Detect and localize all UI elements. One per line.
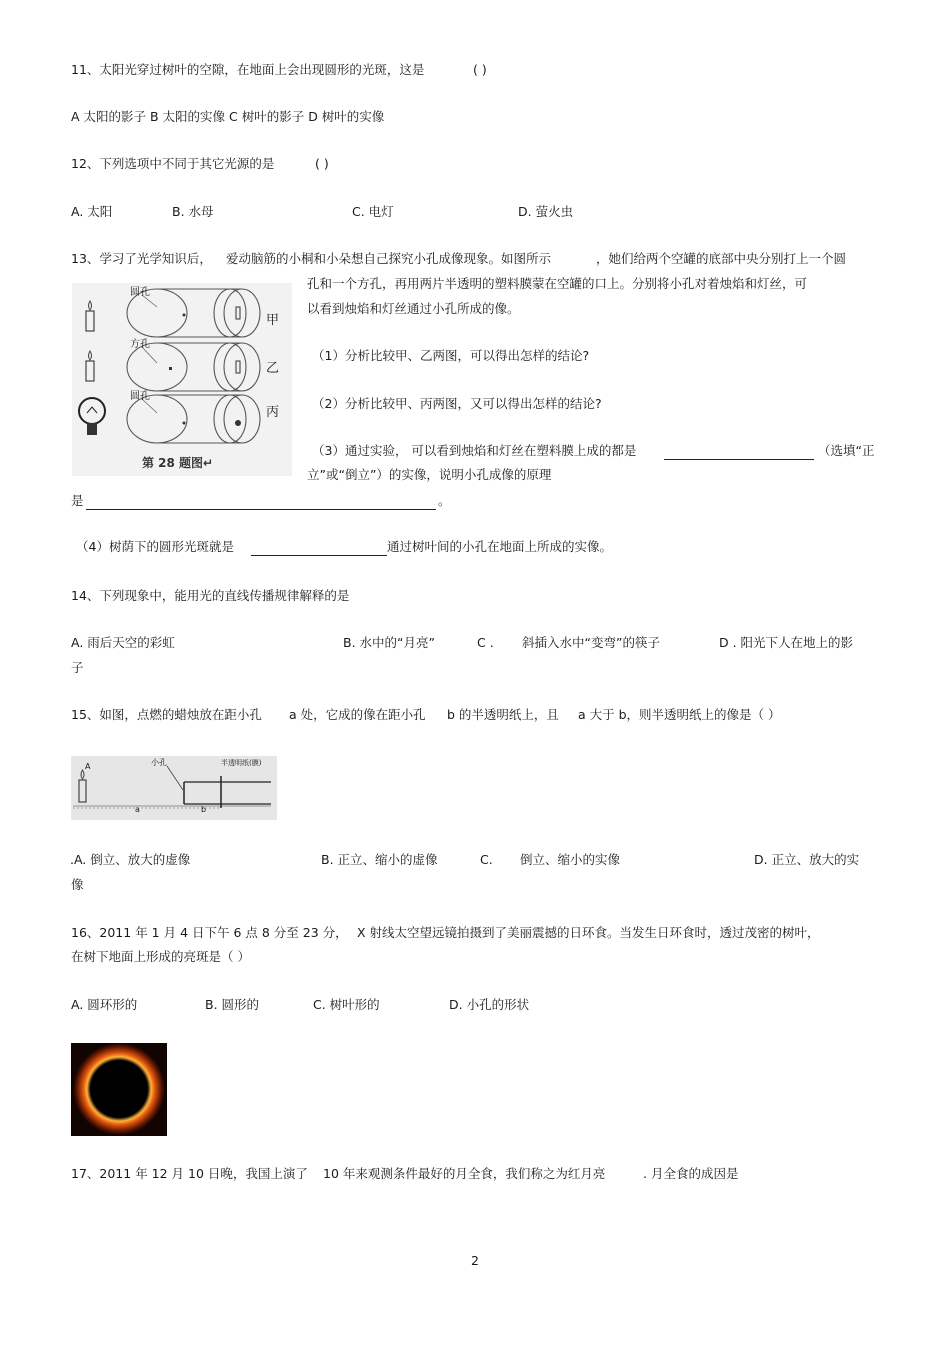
q14-option-c-text: 斜插入水中“变弯”的筷子	[522, 635, 660, 650]
q16-line1-a: 16、2011 年 1 月 4 日下午 6 点 8 分至 23 分，	[71, 925, 348, 940]
q17-stem-c: . 月全食的成因是	[643, 1166, 739, 1181]
q14-option-b: B. 水中的“月亮”	[343, 635, 435, 650]
candle-icon	[79, 770, 86, 802]
q15-stem-c: b 的半透明纸上，且	[447, 707, 559, 722]
q13-sub3-c: 立”或“倒立”）的实像，说明小孔成像的原理	[307, 467, 552, 482]
q15-stem-d: a 大于 b，则半透明纸上的像是（ ）	[578, 707, 781, 722]
label-translucent-paper: 半透明纸(膜)	[221, 759, 262, 767]
label-round-hole-2: 圆孔	[130, 391, 150, 402]
q12-option-d: D. 萤火虫	[518, 204, 574, 219]
label-distance-a: a	[135, 805, 140, 814]
q15-option-c-letter: C.	[480, 852, 493, 867]
q15-stem-b: a 处，它成的像在距小孔	[289, 707, 426, 722]
q13-line1-a: 13、学习了光学知识后，	[71, 251, 212, 266]
q15-candle-pinhole-figure	[71, 756, 277, 820]
q12-option-c: C. 电灯	[352, 204, 394, 219]
q15-stem-a: 15、如图，点燃的蜡烛放在距小孔	[71, 707, 262, 722]
q16-option-d: D. 小孔的形状	[449, 997, 530, 1012]
q14-option-d-cont: 子	[71, 660, 84, 675]
q11-stem: 11、太阳光穿过树叶的空隙，在地面上会出现圆形的光斑，这是	[71, 62, 425, 77]
light-bulb-icon	[79, 398, 105, 435]
q13-sub4-blank[interactable]	[251, 555, 387, 556]
q12-option-a: A. 太阳	[71, 204, 113, 219]
page-number: 2	[471, 1253, 479, 1268]
q14-option-c-letter: C .	[477, 635, 494, 650]
label-round-hole-1: 圆孔	[130, 287, 150, 298]
q17-stem-a: 17、2011 年 12 月 10 日晚，我国上演了	[71, 1166, 308, 1181]
label-distance-b: b	[201, 805, 207, 814]
label-yi: 乙	[266, 361, 280, 376]
q14-option-a: A. 雨后天空的彩虹	[71, 635, 175, 650]
q12-stem: 12、下列选项中不同于其它光源的是	[71, 156, 275, 171]
q13-sub3-a: （3）通过实验， 可以看到烛焰和灯丝在塑料膜上成的都是	[312, 443, 637, 458]
q17-stem-b: 10 年来观测条件最好的月全食，我们称之为红月亮	[323, 1166, 606, 1181]
q13-sub3-blank-1[interactable]	[664, 459, 814, 460]
q14-option-d: D . 阳光下人在地上的影	[719, 635, 854, 650]
label-a-top: A	[85, 762, 91, 771]
q13-sub3-end: 。	[438, 493, 451, 508]
q13-sub3-d: 是	[71, 493, 84, 508]
annular-eclipse-photo	[71, 1043, 167, 1136]
q16-line2: 在树下地面上形成的亮斑是（ ）	[71, 949, 250, 964]
q16-option-c: C. 树叶形的	[313, 997, 380, 1012]
q12-option-b: B. 水母	[172, 204, 214, 219]
q16-line1-b: X 射线太空望远镜拍摄到了美丽震撼的日环食。当发生日环食时，透过茂密的树叶，	[357, 925, 820, 940]
q13-line3: 以看到烛焰和灯丝通过小孔所成的像。	[307, 301, 520, 316]
q13-sub1: （1）分析比较甲、乙两图，可以得出怎样的结论?	[312, 348, 590, 363]
q13-sub3-blank-2[interactable]	[86, 509, 436, 510]
q15-option-d-cont: 像	[71, 877, 84, 892]
q11-options: A 太阳的影子 B 太阳的实像 C 树叶的影子 D 树叶的实像	[71, 109, 385, 124]
q16-option-a: A. 圆环形的	[71, 997, 138, 1012]
figure-caption: 第 28 题图↵	[142, 456, 214, 470]
q13-line1-c: ，她们给两个空罐的底部中央分别打上一个圆	[596, 251, 847, 266]
q15-option-d: D. 正立、放大的实	[754, 852, 860, 867]
q13-sub2: （2）分析比较甲、丙两图，又可以得出怎样的结论?	[312, 396, 602, 411]
label-jia: 甲	[266, 313, 280, 328]
q15-option-c-text: 倒立、缩小的实像	[520, 852, 621, 867]
label-pinhole: 小孔	[151, 758, 167, 767]
q14-stem: 14、下列现象中，能用光的直线传播规律解释的是	[71, 588, 350, 603]
q13-sub4-a: （4）树荫下的圆形光斑就是	[76, 539, 234, 554]
q13-line1-b: 爱动脑筋的小桐和小朵想自己探究小孔成像现象。如图所示	[226, 251, 552, 266]
q11-answer-bracket: ( )	[473, 62, 487, 77]
candle-icon	[86, 351, 94, 381]
label-square-hole: 方孔	[130, 339, 150, 350]
q12-answer-bracket: ( )	[315, 156, 329, 171]
q15-option-a: .A. 倒立、放大的虚像	[70, 852, 191, 867]
q13-pinhole-cans-figure	[72, 283, 292, 476]
q13-sub4-b: 通过树叶间的小孔在地面上所成的实像。	[387, 539, 613, 554]
label-bing: 丙	[266, 405, 280, 420]
q16-option-b: B. 圆形的	[205, 997, 260, 1012]
q13-sub3-b: （选填“正	[818, 443, 875, 458]
q15-option-b: B. 正立、缩小的虚像	[321, 852, 438, 867]
candle-icon	[86, 301, 94, 331]
q13-line2: 孔和一个方孔，再用两片半透明的塑料膜蒙在空罐的口上。分别将小孔对着烛焰和灯丝，可	[307, 276, 808, 291]
